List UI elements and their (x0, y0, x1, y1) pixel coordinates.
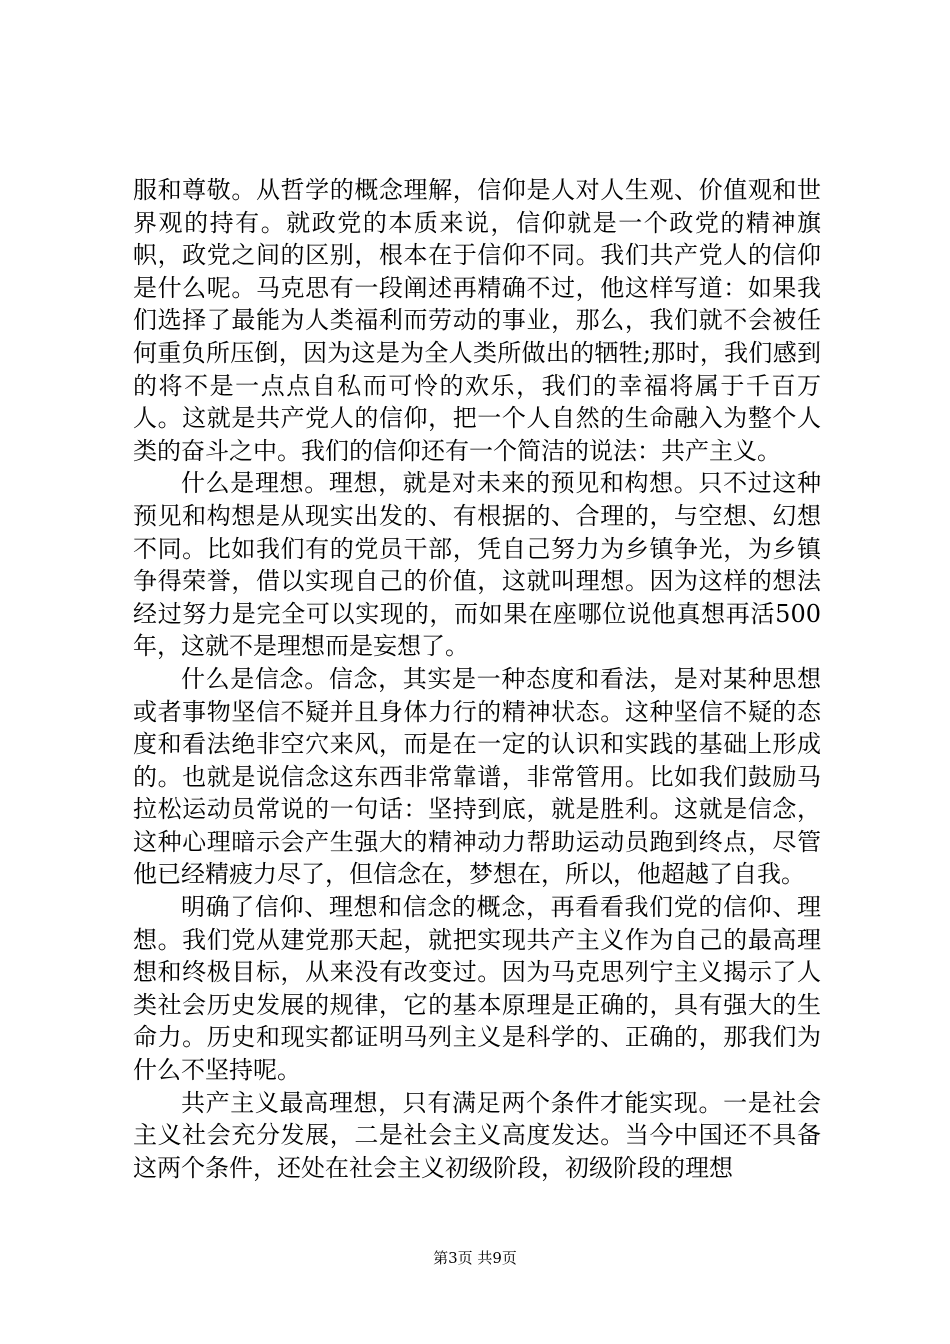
document-body (133, 174, 821, 1184)
paragraph-5: 共产主义最高理想，只有满足两个条件才能实现。一是社会主义社会充分发展，二是社会主义高度发达。当今中国还不具备这两个条件，还处在社会主义初级阶段，初级阶段的理想 (133, 1088, 821, 1182)
paragraph-1: 服和尊敬。从哲学的概念理解，信仰是人对人生观、价值观和世界观的持有。就政党的本质来说，信仰就是一个政党的精神旗帜，政党之间的区别，根本在于信仰不同。我们共产党人的信仰是什么呢。马克思有一段阐述再精确不过，他这样写道：如果我们选择了最能为人类福利而劳动的事业，那么，我们就不会被任何重负所压倒，因为这是为全人类所做出的牺牲;那时，我们感到的将不是一点点自私而可怜的欢乐，我们的幸福将属于千百万人。这就是共产党人的信仰，把一个人自然的生命融入为整个人类的奋斗之中。我们的信仰还有一个简洁的说法：共产主义。 (133, 176, 821, 465)
paragraph-3: 什么是信念。信念，其实是一种态度和看法，是对某种思想或者事物坚信不疑并且身体力行的精神状态。这种坚信不疑的态度和看法绝非空穴来风，而是在一定的认识和实践的基础上形成的。也就是说信念这东西非常靠谱，非常管用。比如我们鼓励马拉松运动员常说的一句话：坚持到底，就是胜利。这就是信念，这种心理暗示会产生强大的精神动力帮助运动员跑到终点，尽管他已经精疲力尽了，但信念在，梦想在，所以，他超越了自我。 (133, 664, 821, 889)
page-number-footer: 第3页 共9页 (433, 1249, 517, 1267)
paragraph-4: 明确了信仰、理想和信念的概念，再看看我们党的信仰、理想。我们党从建党那天起，就把实现共产主义作为自己的最高理想和终极目标，从来没有改变过。因为马克思列宁主义揭示了人类社会历史发展的规律，它的基本原理是正确的，具有强大的生命力。历史和现实都证明马列主义是科学的、正确的，那我们为什么不坚持呢。 (133, 893, 821, 1085)
paragraph-2: 什么是理想。理想，就是对未来的预见和构想。只不过这种预见和构想是从现实出发的、有根据的、合理的，与空想、幻想不同。比如我们有的党员干部，凭自己努力为乡镇争光，为乡镇争得荣誉，借以实现自己的价值，这就叫理想。因为这样的想法经过努力是完全可以实现的，而如果在座哪位说他真想再活500年，这就不是理想而是妄想了。 (133, 469, 821, 661)
